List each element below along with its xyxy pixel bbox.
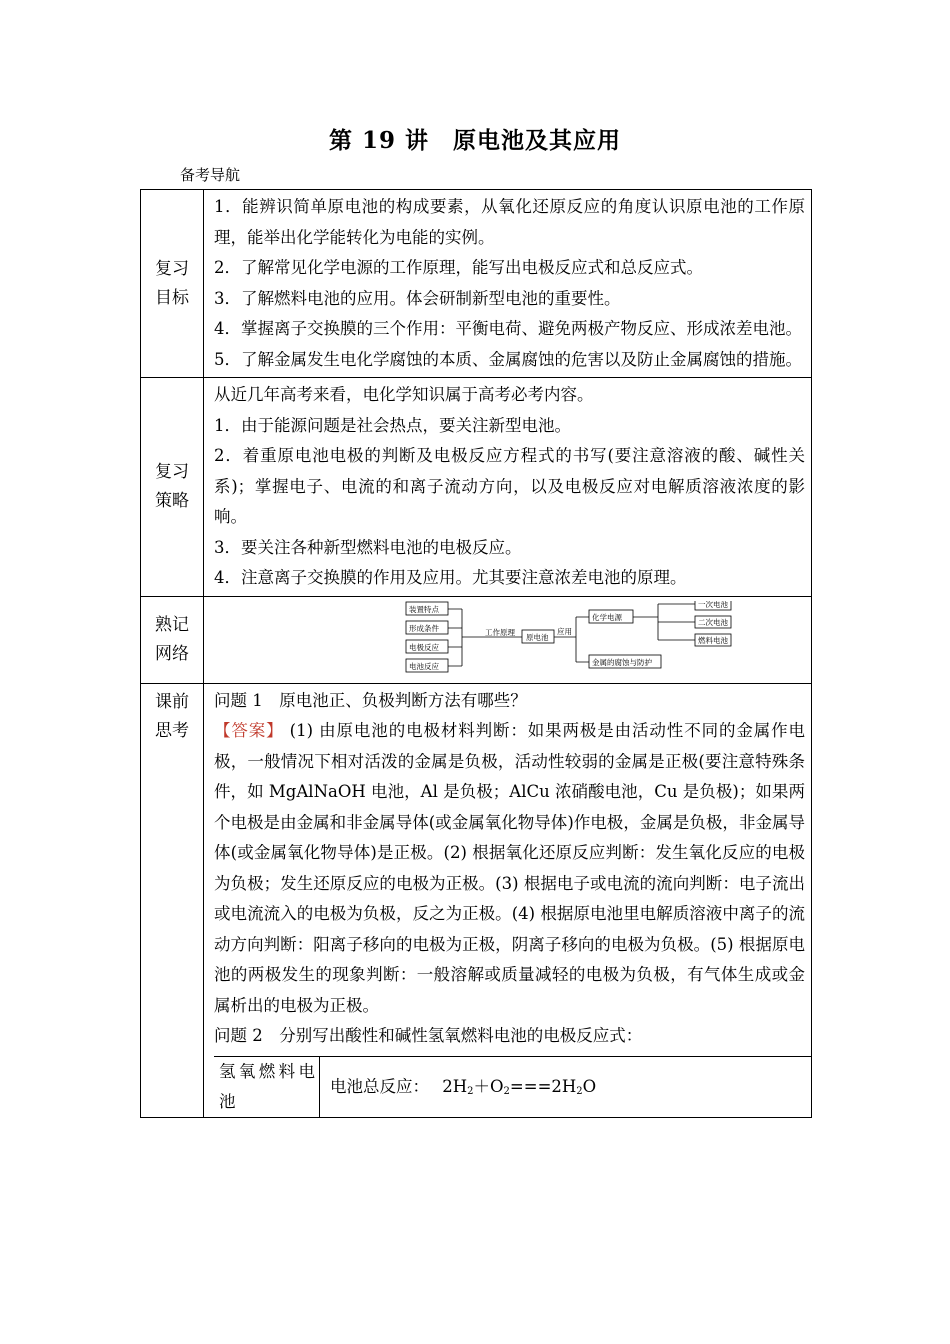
answer-tag: 【答案】 [214,721,284,740]
map-node: 化学电源 [592,612,622,622]
map-node: 金属的腐蚀与防护 [592,657,652,667]
fuel-cell-table [214,1056,811,1117]
row-label-strategy: 复习 策略 [141,378,204,597]
table-row [214,1056,811,1117]
map-link-label: 应用 [557,626,572,636]
preview-content [204,683,812,1117]
map-node: 二次电池 [698,617,728,627]
total-reaction-equation: $2H_2+O_2===2H_2O$ [442,1076,597,1097]
list-item: 3．要关注各种新型燃料电池的电极反应。 [214,537,522,557]
map-center-node: 原电池 [526,632,549,642]
row-label-goals: 复习 目标 [141,190,204,378]
strategy-content [204,378,812,597]
list-item: 1．能辨识简单原电池的构成要素，从氧化还原反应的角度认识原电池的工作原理，能举出化学能转化为电能的实例。 [214,197,805,247]
map-link-label: 工作原理 [485,627,515,637]
question-2: 问题 2 分别写出酸性和碱性氢氧燃料电池的电极反应式： [214,1026,643,1045]
map-node: 一次电池 [698,600,728,609]
goals-content [204,190,812,378]
fuel-cell-label: 氢氧燃料电池 [214,1056,320,1117]
answer-1 [214,716,805,1021]
list-item: 1．由于能源问题是社会热点，要关注新型电池。 [214,415,571,435]
map-node: 电池反应 [409,661,439,671]
answer-text: (1) 由原电池的电极材料判断：如果两极是由活动性不同的金属作电极，一般情况下相对活泼的金属是负极，活动性较弱的金属是正极(要注意特殊条件，如 MgAlNaOH 电池，Al 是负极；AlCu 浓硝酸电池，Cu 是负极)；如果两个电极是由金属和非金属导体(或金属氧化物导体)作电极，金属是负极，非金属导体(或金属氧化物导体)是正极。(2) 根据氧化还原反应判断：发生氧化反应的电极为负极；发生还原反应的电极为正极。(3) 根据电子或电流的流向判断：电子流出或电流流入的电极为负极，反之为正极。(4) 根据原电池里电解质溶液中离子的流动方向判断：阳离子移向的电极为正极，阴离子移向的电极为负极。(5) 根据原电池的两极发生的现象判断：一般溶解或质量减轻的电极为负极，有气体生成或金属析出的电极为正极。 [214,721,805,1015]
list-item: 4．注意离子交换膜的作用及应用。尤其要注意浓差电池的原理。 [214,568,687,587]
map-node: 燃料电池 [698,635,728,645]
row-label-network: 熟记 网络 [141,596,204,683]
concept-map [404,601,734,681]
list-item: 3．了解燃料电池的应用。体会研制新型电池的重要性。 [214,288,621,308]
list-item: 4．掌握离子交换膜的三个作用：平衡电荷、避免两极产物反应、形成浓差电池。 [214,319,802,338]
list-item: 从近几年高考来看，电化学知识属于高考必考内容。 [214,385,594,404]
map-node: 电极反应 [409,642,439,652]
concept-map-cell [204,596,812,683]
list-item: 2．了解常见化学电源的工作原理，能写出电极反应式和总反应式。 [214,258,703,277]
map-node: 装置特点 [409,604,439,614]
row-label-preview: 课前 思考 [141,683,204,1117]
row-strategy [141,378,812,597]
map-node: 形成条件 [409,623,439,633]
section-subtitle: 备考导航 [180,166,241,184]
list-item: 5．了解金属发生电化学腐蚀的本质、金属腐蚀的危害以及防止金属腐蚀的措施。 [214,349,802,369]
page-title: 第 19 讲 原电池及其应用 [328,127,622,154]
total-reaction-cell: 电池总反应： $2H_2+O_2===2H_2O$ [320,1056,812,1117]
review-table [140,189,812,1118]
question-1: 问题 1 原电池正、负极判断方法有哪些？ [214,690,527,710]
row-network [141,596,812,683]
row-preview [141,683,812,1117]
list-item: 2．着重原电池电极的判断及电极反应方程式的书写(要注意溶液的酸、碱性关系)；掌握电子、电流的和离子流动方向，以及电极反应对电解质溶液浓度的影响。 [214,446,805,526]
row-goals [141,190,812,378]
